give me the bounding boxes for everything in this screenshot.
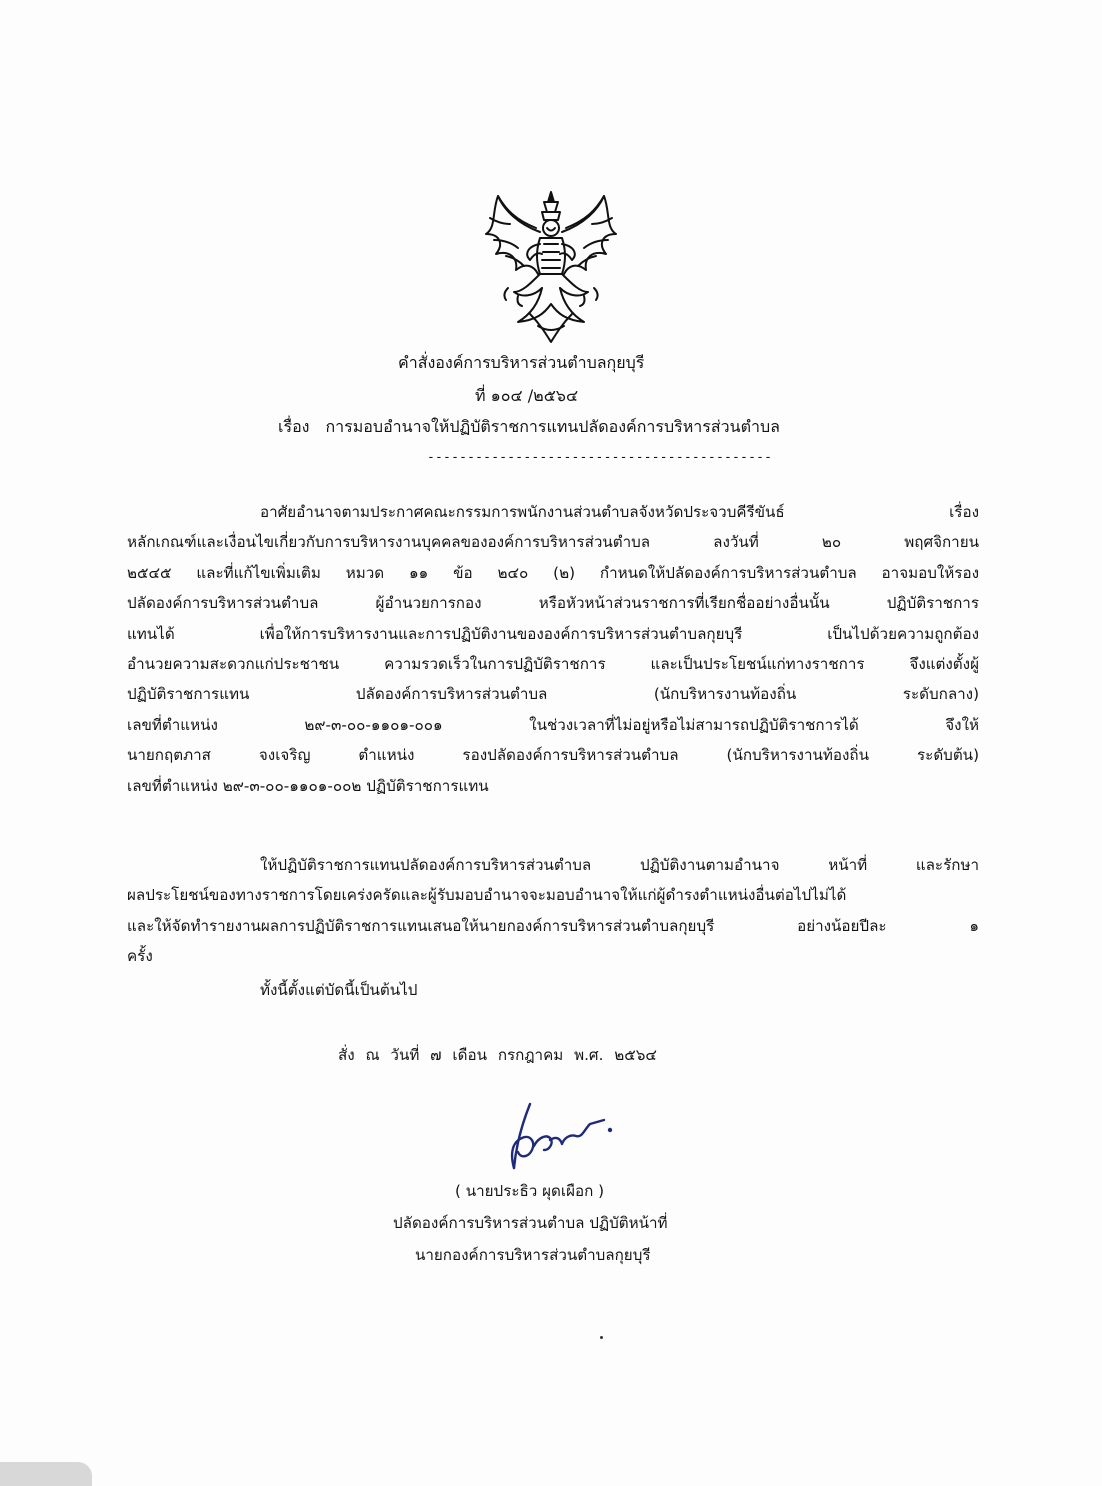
order-number: ที่ ๑๐๔ /๒๕๖๔ [475,386,579,405]
signer-position-secondary: นายกองค์การบริหารส่วนตำบลกุยบุรี [415,1246,651,1264]
paragraph-line: ๒๕๔๕ และที่แก้ไขเพิ่มเติม หมวด ๑๑ ข้อ ๒๔๐ (๒) กำหนดให้ปลัดองค์การบริหารส่วนตำบล อาจมอบให้รอง [127,563,979,582]
paragraph-line: เลขที่ตำแหน่ง ๒๙-๓-๐๐-๑๑๐๑-๐๐๑ ในช่วงเวลาที่ไม่อยู่หรือไม่สามารถปฏิบัติราชการได้ จึงให้ [127,715,979,734]
paragraph-line: ปฏิบัติราชการแทน ปลัดองค์การบริหารส่วนตำบล (นักบริหารงานท้องถิ่น ระดับกลาง) [127,685,979,704]
paper-speck [600,1336,603,1339]
paragraph-authority [127,497,979,801]
paragraph-line: แทนได้ เพื่อให้การบริหารงานและการปฏิบัติงานขององค์การบริหารส่วนตำบลกุยบุรี เป็นไปด้วยความถูกต้อง [127,624,979,643]
paragraph-line: ให้ปฏิบัติราชการแทนปลัดองค์การบริหารส่วนตำบล ปฏิบัติงานตามอำนาจ หน้าที่ และรักษา [260,856,979,874]
subject-label: เรื่อง [278,417,310,436]
paragraph-line: อำนวยความสะดวกแก่ประชาชน ความรวดเร็วในการปฏิบัติราชการ และเป็นประโยชน์แก่ทางราชการ จึงแต่งตั้งผู้ [127,655,979,674]
paragraph-line: และให้จัดทำรายงานผลการปฏิบัติราชการแทนเสนอให้นายกองค์การบริหารส่วนตำบลกุยบุรี อย่างน้อยปีละ ๑ [127,916,979,935]
paragraph-line: หลักเกณฑ์และเงื่อนไขเกี่ยวกับการบริหารงานบุคคลขององค์การบริหารส่วนตำบล ลงวันที่ ๒๐ พฤศจิกายน [127,533,979,552]
handwritten-signature [500,1094,628,1174]
paragraph-line: นายกฤตภาส จงเจริญ ตำแหน่ง รองปลัดองค์การบริหารส่วนตำบล (นักบริหารงานท้องถิ่น ระดับต้น) [127,746,979,765]
separator-line: ------------------------------------------- [427,450,773,465]
paragraph-line: ปลัดองค์การบริหารส่วนตำบล ผู้อำนวยการกอง หรือหัวหน้าส่วนราชการที่เรียกชื่ออย่างอื่นนั้น ปฏิบัติราชการ [127,594,979,613]
paragraph-line: เลขที่ตำแหน่ง ๒๙-๓-๐๐-๑๑๐๑-๐๐๒ ปฏิบัติราชการแทน [127,776,489,795]
paragraph-line: อาศัยอำนาจตามประกาศคณะกรรมการพนักงานส่วนตำบลจังหวัดประจวบคีรีขันธ์ เรื่อง [260,503,979,521]
paragraph-duties [127,850,979,972]
paragraph-line: ครั้ง [127,947,153,966]
corner-shadow [0,1462,92,1486]
garuda-emblem-icon [478,188,624,346]
effective-clause: ทั้งนี้ตั้งแต่บัดนี้เป็นต้นไป [260,981,418,999]
order-date: สั่ง ณ วันที่ ๗ เดือน กรกฎาคม พ.ศ. ๒๕๖๔ [338,1046,657,1064]
signer-name: ( นายประธิว ผุดเผือก ) [455,1182,605,1200]
subject-text: การมอบอำนาจให้ปฏิบัติราชการแทนปลัดองค์การบริหารส่วนตำบล [325,417,780,436]
paragraph-line: ผลประโยชน์ของทางราชการโดยเคร่งครัดและผู้รับมอบอำนาจจะมอบอำนาจให้แก่ผู้ดำรงตำแหน่งอื่นต่อไปไม่ได้ [127,886,847,905]
signer-position: ปลัดองค์การบริหารส่วนตำบล ปฏิบัติหน้าที่ [393,1214,668,1232]
order-title: คำสั่งองค์การบริหารส่วนตำบลกุยบุรี [398,353,645,372]
subject-row [278,416,780,438]
